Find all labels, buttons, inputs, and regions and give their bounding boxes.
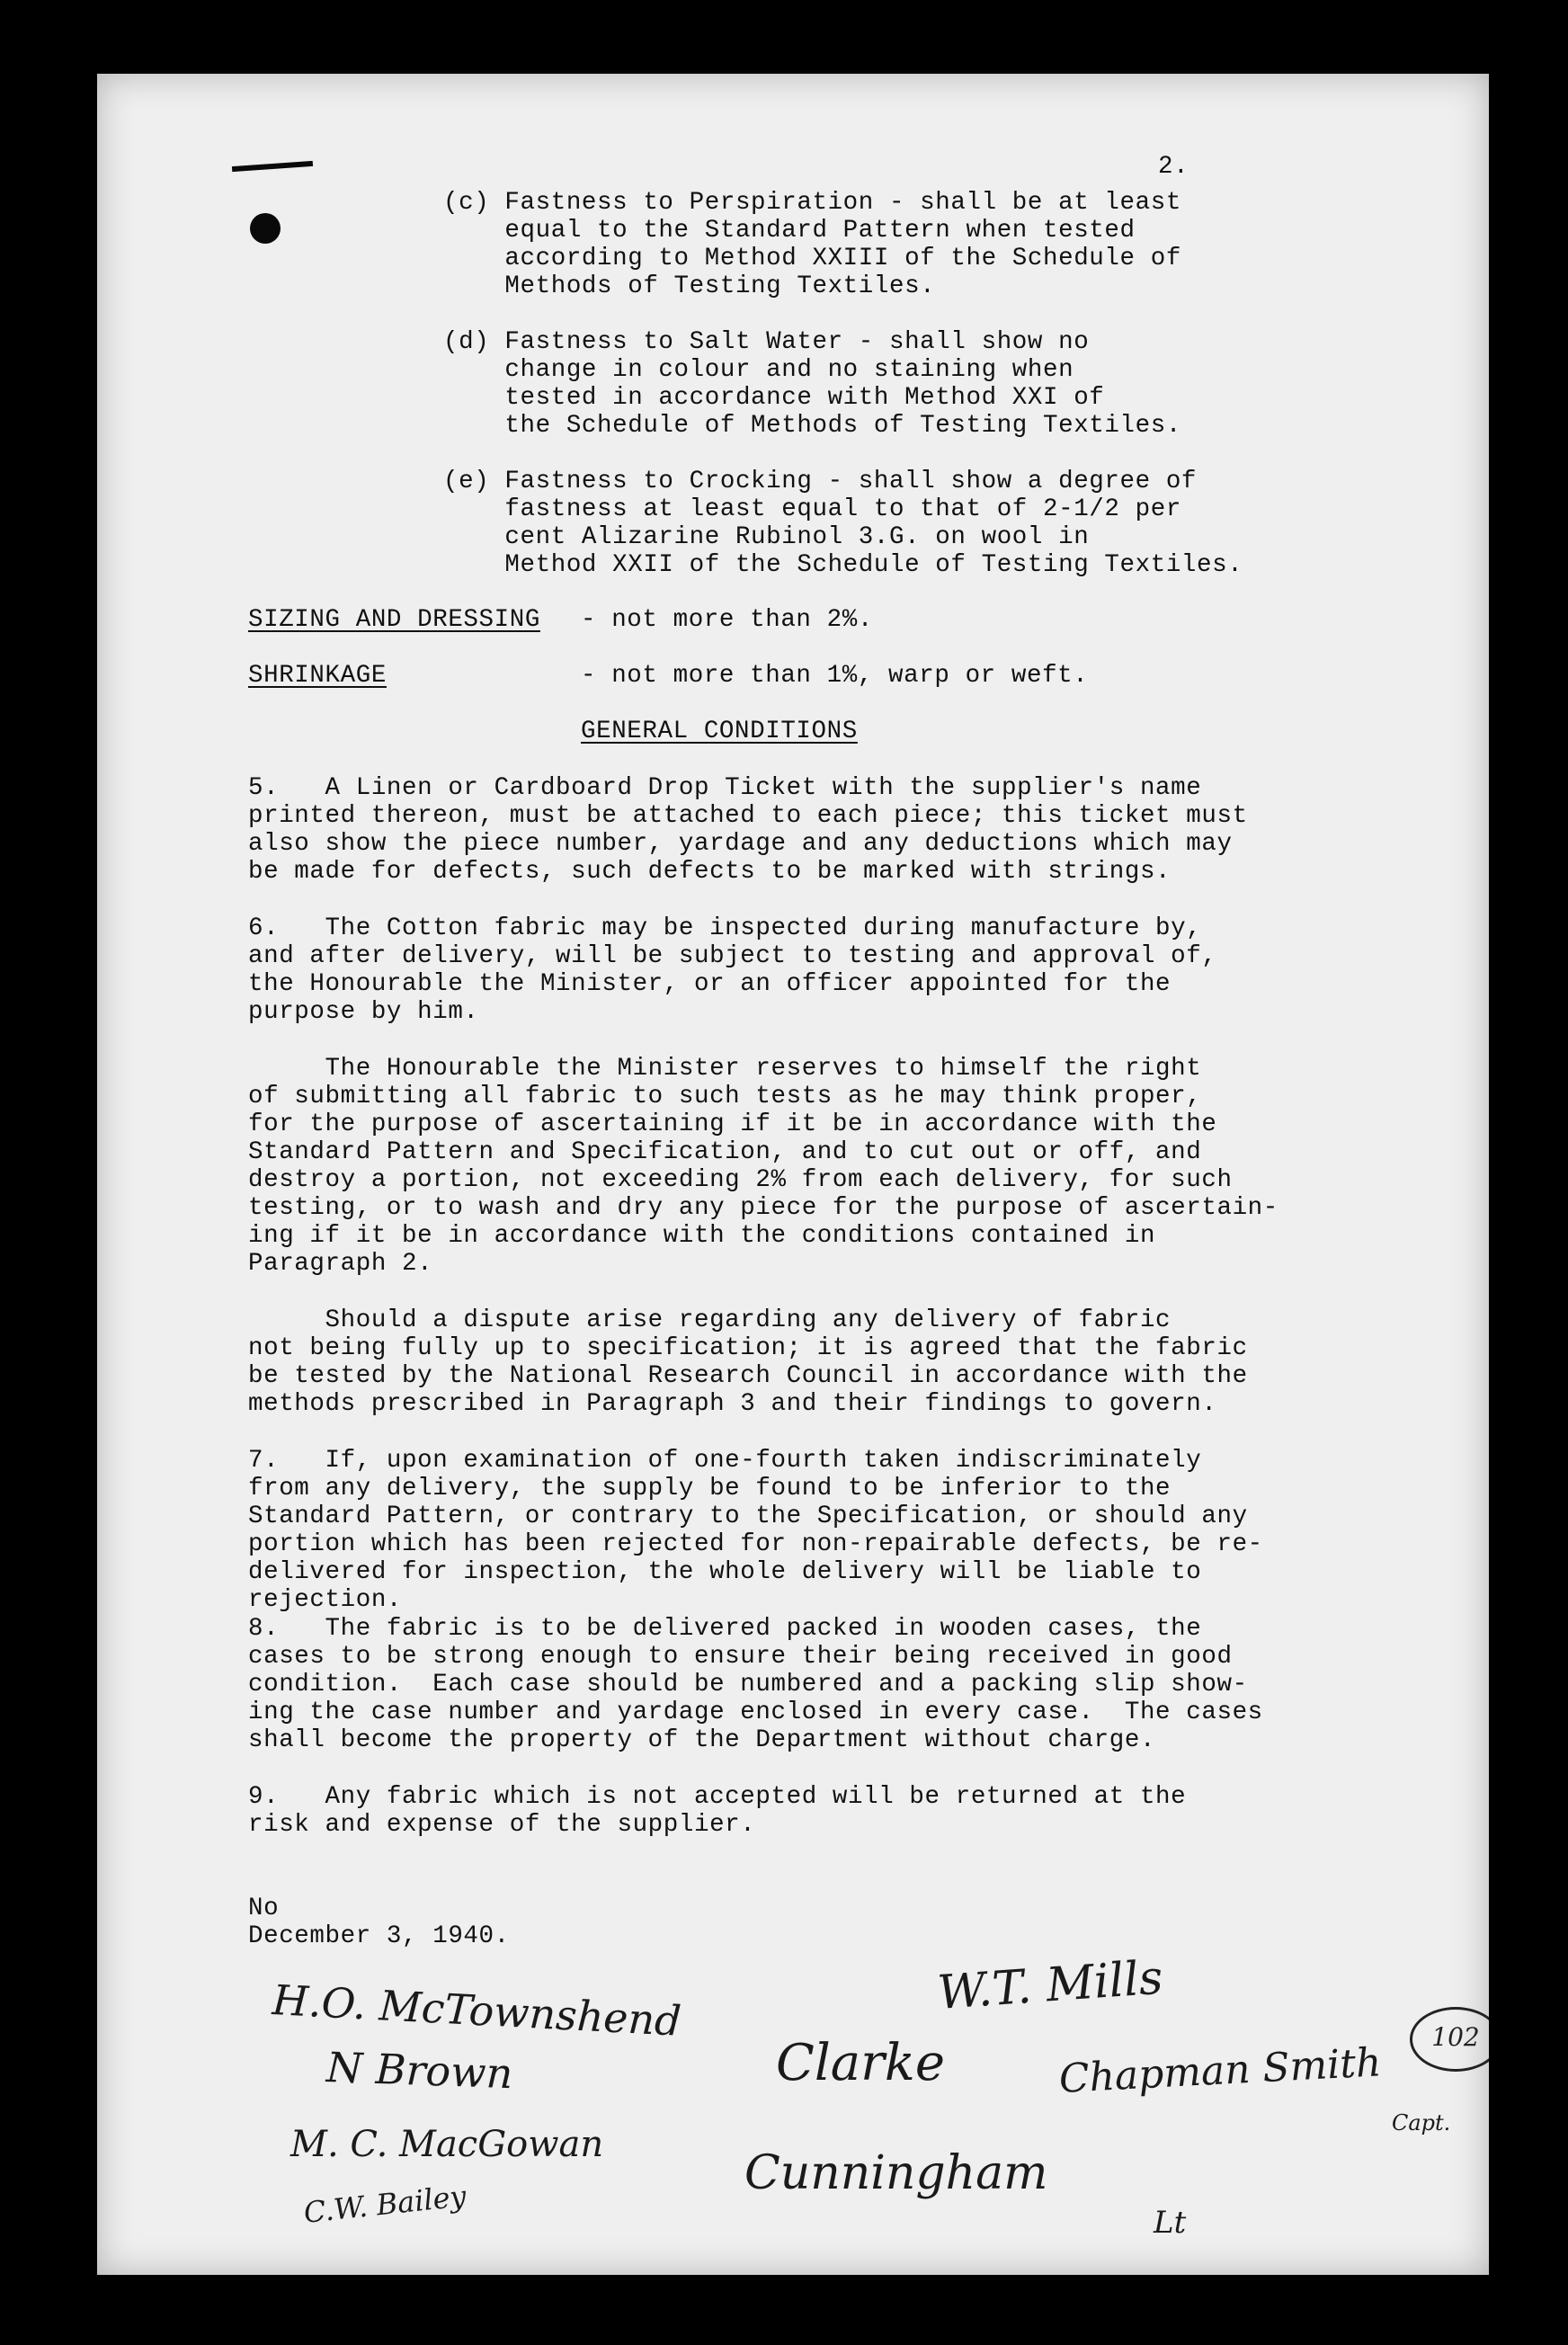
p6b-line: Paragraph 2. — [248, 1250, 433, 1278]
p6b-line: ing if it be in accordance with the conditions contained in — [248, 1222, 1156, 1250]
p6b-line: Standard Pattern and Specification, and to cut out or off, and — [248, 1138, 1202, 1166]
p5-line: printed thereon, must be attached to each piece; this ticket must — [248, 802, 1248, 830]
item-c-line: (c) Fastness to Perspiration - shall be at least — [443, 189, 1181, 217]
sizing-heading: SIZING AND DRESSING — [248, 606, 540, 634]
p8-line: shall become the property of the Department without charge. — [248, 1726, 1156, 1754]
p6-line: 6. The Cotton fabric may be inspected during manufacture by, — [248, 914, 1202, 942]
item-d-line: (d) Fastness to Salt Water - shall show no — [443, 328, 1090, 356]
page-number: 2. — [1158, 153, 1189, 181]
p9-line: 9. Any fabric which is not accepted will be returned at the — [248, 1783, 1187, 1811]
p6-line: and after delivery, will be subject to testing and approval of, — [248, 942, 1217, 970]
paragraph-8 — [248, 1615, 1263, 1754]
signature-lt: Lt — [1154, 2205, 1187, 2241]
p7-line: Standard Pattern, or contrary to the Specification, or should any — [248, 1502, 1248, 1530]
paragraph-5 — [248, 774, 1248, 886]
p8-line: cases to be strong enough to ensure their being received in good — [248, 1643, 1233, 1671]
item-c-perspiration — [443, 189, 1181, 300]
item-d-line: tested in accordance with Method XXI of — [443, 384, 1105, 412]
p7-line: delivered for inspection, the whole delivery will be liable to — [248, 1558, 1202, 1586]
paragraph-9 — [248, 1783, 1186, 1839]
punch-hole — [250, 213, 281, 244]
shrinkage-heading: SHRINKAGE — [248, 662, 387, 690]
p7-line: 7. If, upon examination of one-fourth taken indiscriminately — [248, 1447, 1202, 1475]
p5-line: 5. A Linen or Cardboard Drop Ticket with the supplier's name — [248, 774, 1202, 802]
p7-line: rejection. — [248, 1586, 403, 1614]
p6b-line: The Honourable the Minister reserves to himself the right — [248, 1055, 1202, 1083]
item-c-line: according to Method XXIII of the Schedule of — [443, 245, 1181, 272]
signature-clarke: Clarke — [776, 2034, 945, 2092]
footer-no: No — [248, 1895, 280, 1922]
file-stamp: 102 — [1410, 2007, 1489, 2072]
p6-line: the Honourable the Minister, or an officer appointed for the — [248, 970, 1172, 998]
shrinkage-text: - not more than 1%, warp or weft. — [581, 662, 1089, 690]
p8-line: condition. Each case should be numbered and a packing slip show- — [248, 1671, 1248, 1699]
paragraph-6-dispute — [248, 1306, 1248, 1418]
item-d-line: change in colour and no staining when — [443, 356, 1074, 384]
signature-townshend: H.O. McTownshend — [271, 1975, 682, 2046]
sizing-text: - not more than 2%. — [581, 606, 873, 634]
signature-chapman-smith: Chapman Smith — [1057, 2039, 1383, 2102]
p5-line: also show the piece number, yardage and any deductions which may — [248, 830, 1233, 858]
item-e-line: fastness at least equal to that of 2-1/2 per — [443, 495, 1181, 523]
item-e-line: cent Alizarine Rubinol 3.G. on wool in — [443, 523, 1090, 551]
general-conditions-heading: GENERAL CONDITIONS — [581, 718, 858, 745]
p6b-line: destroy a portion, not exceeding 2% from each delivery, for such — [248, 1166, 1233, 1194]
item-c-line: equal to the Standard Pattern when tested — [443, 217, 1136, 245]
footer-date: December 3, 1940. — [248, 1922, 510, 1950]
signature-cunningham: Cunningham — [744, 2146, 1048, 2200]
signature-macgowan: M. C. MacGowan — [290, 2124, 604, 2165]
document-page — [97, 74, 1489, 2275]
edge-mark — [232, 161, 313, 172]
p6c-line: Should a dispute arise regarding any delivery of fabric — [248, 1306, 1172, 1334]
p9-line: risk and expense of the supplier. — [248, 1811, 756, 1839]
signature-capt: Capt. — [1392, 2110, 1451, 2135]
p6b-line: testing, or to wash and dry any piece for the purpose of ascertain- — [248, 1194, 1278, 1222]
p5-line: be made for defects, such defects to be marked with strings. — [248, 858, 1172, 886]
paragraph-7 — [248, 1447, 1263, 1614]
p6b-line: for the purpose of ascertaining if it be in accordance with the — [248, 1110, 1217, 1138]
item-e-crocking — [443, 468, 1243, 579]
signature-mills: W.T. Mills — [935, 1950, 1165, 2020]
p7-line: from any delivery, the supply be found to be inferior to the — [248, 1475, 1172, 1502]
item-e-line: Method XXII of the Schedule of Testing Textiles. — [443, 551, 1243, 579]
p6c-line: not being fully up to specification; it is agreed that the fabric — [248, 1334, 1248, 1362]
p6b-line: of submitting all fabric to such tests as he may think proper, — [248, 1083, 1202, 1110]
p6c-line: be tested by the National Research Council in accordance with the — [248, 1362, 1248, 1390]
item-d-line: the Schedule of Methods of Testing Textiles. — [443, 412, 1181, 440]
item-e-line: (e) Fastness to Crocking - shall show a degree of — [443, 468, 1198, 495]
p7-line: portion which has been rejected for non-repairable defects, be re- — [248, 1530, 1263, 1558]
p8-line: 8. The fabric is to be delivered packed in wooden cases, the — [248, 1615, 1202, 1643]
paragraph-6-reservation — [248, 1055, 1278, 1278]
item-d-salt-water — [443, 328, 1181, 440]
paragraph-6 — [248, 914, 1216, 1026]
p6c-line: methods prescribed in Paragraph 3 and their findings to govern. — [248, 1390, 1217, 1418]
p8-line: ing the case number and yardage enclosed in every case. The cases — [248, 1699, 1263, 1726]
item-c-line: Methods of Testing Textiles. — [443, 272, 936, 300]
signature-bailey: C.W. Bailey — [302, 2179, 468, 2230]
signature-brown: N Brown — [325, 2043, 514, 2099]
p6-line: purpose by him. — [248, 998, 479, 1026]
